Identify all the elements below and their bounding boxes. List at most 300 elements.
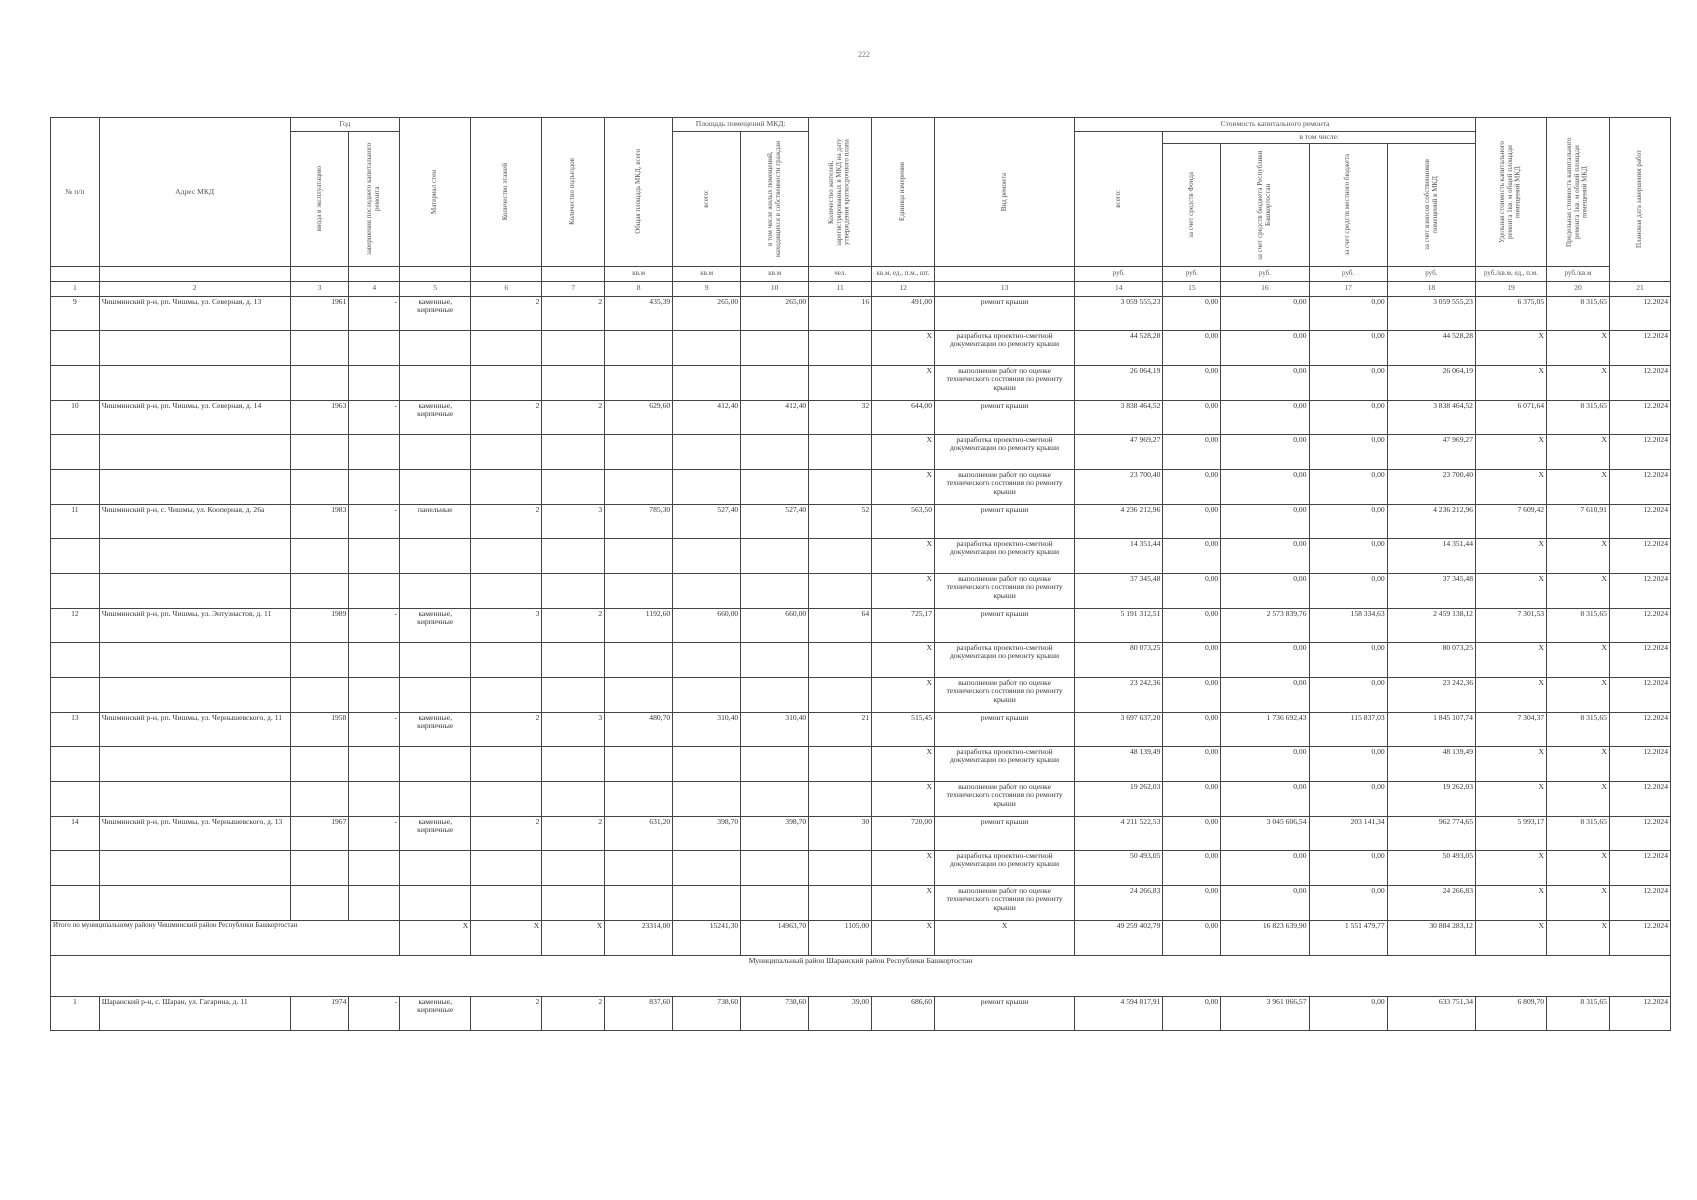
col-number: 10 <box>741 281 809 296</box>
row-num <box>51 365 100 400</box>
row-date: 12.2024 <box>1609 434 1670 469</box>
row-max-cost: X <box>1547 365 1610 400</box>
row-cost-republic: 2 573 839,76 <box>1221 608 1309 642</box>
table-row <box>51 504 1671 538</box>
row-cost-local: 0,00 <box>1309 885 1387 920</box>
row-max-cost: X <box>1547 850 1610 885</box>
header-floors: Количество этажей <box>471 118 542 267</box>
row-premises-owned: 310,40 <box>741 712 809 746</box>
header-cost-owners: за счет взносов собственников помещений в МКД <box>1387 143 1475 266</box>
row-cost-republic: 0,00 <box>1221 885 1309 920</box>
row-max-cost: X <box>1547 573 1610 608</box>
row-address <box>99 573 290 608</box>
total-cell: X <box>542 920 605 955</box>
row-area <box>605 642 673 677</box>
unit-c18: руб. <box>1387 266 1475 281</box>
row-max-cost: X <box>1547 642 1610 677</box>
row-premises: 738,60 <box>673 996 741 1030</box>
row-num: 14 <box>51 816 100 850</box>
row-date: 12.2024 <box>1609 816 1670 850</box>
row-entrances: 2 <box>542 608 605 642</box>
row-cost-local: 203 141,34 <box>1309 816 1387 850</box>
row-unit-val: 491,00 <box>872 296 935 330</box>
row-year <box>290 850 349 885</box>
row-entrances <box>542 573 605 608</box>
row-residents: 39,00 <box>809 996 872 1030</box>
row-year <box>290 469 349 504</box>
row-premises-owned <box>741 850 809 885</box>
row-max-cost: X <box>1547 434 1610 469</box>
row-work-type: разработка проектно-сметной документации по ремонту крыши <box>935 538 1075 573</box>
header-work-type: Вид ремонта <box>935 118 1075 267</box>
row-unit-cost: X <box>1475 885 1546 920</box>
total-republic: 16 823 639,90 <box>1221 920 1309 955</box>
row-area: 480,70 <box>605 712 673 746</box>
row-cost-total: 47 969,27 <box>1075 434 1163 469</box>
unit-c17: руб. <box>1309 266 1387 281</box>
row-material <box>400 434 471 469</box>
row-residents <box>809 330 872 365</box>
row-material: каменные, кирпичные <box>400 816 471 850</box>
row-address: Чишминский р-н, рп. Чишмы, ул. Северная, д. 13 <box>99 296 290 330</box>
row-premises-owned: 265,00 <box>741 296 809 330</box>
row-cost-republic: 0,00 <box>1221 330 1309 365</box>
unit-c9: кв.м <box>673 266 741 281</box>
row-floors <box>471 850 542 885</box>
row-premises <box>673 434 741 469</box>
table-subrow <box>51 538 1671 573</box>
row-address <box>99 434 290 469</box>
row-unit-val: 515,45 <box>872 712 935 746</box>
row-cost-owners: 48 139,49 <box>1387 746 1475 781</box>
unit-c14: руб. <box>1075 266 1163 281</box>
row-residents: 32 <box>809 400 872 434</box>
row-cost-local: 0,00 <box>1309 573 1387 608</box>
row-floors: 2 <box>471 816 542 850</box>
row-repair-year <box>349 538 400 573</box>
row-area <box>605 885 673 920</box>
row-cost-local: 0,00 <box>1309 746 1387 781</box>
header-year-group: Год <box>290 118 400 132</box>
row-num: 11 <box>51 504 100 538</box>
row-unit-val: X <box>872 434 935 469</box>
total-max-cost: X <box>1547 920 1610 955</box>
row-address <box>99 781 290 816</box>
row-premises <box>673 746 741 781</box>
row-max-cost: 8 315,65 <box>1547 400 1610 434</box>
row-unit-val: 563,50 <box>872 504 935 538</box>
row-premises-owned <box>741 538 809 573</box>
row-year: 1961 <box>290 296 349 330</box>
row-year <box>290 573 349 608</box>
row-unit-val: X <box>872 330 935 365</box>
row-address <box>99 365 290 400</box>
row-area <box>605 746 673 781</box>
row-cost-fund: 0,00 <box>1163 434 1221 469</box>
row-address <box>99 746 290 781</box>
row-cost-fund: 0,00 <box>1163 330 1221 365</box>
row-cost-total: 14 351,44 <box>1075 538 1163 573</box>
col-number: 2 <box>99 281 290 296</box>
row-cost-fund: 0,00 <box>1163 996 1221 1030</box>
row-floors <box>471 781 542 816</box>
row-max-cost: 7 610,91 <box>1547 504 1610 538</box>
unit-c10: кв.м <box>741 266 809 281</box>
row-premises-owned <box>741 642 809 677</box>
row-address <box>99 538 290 573</box>
col-number: 9 <box>673 281 741 296</box>
row-num <box>51 573 100 608</box>
row-repair-year: - <box>349 400 400 434</box>
row-num: 9 <box>51 296 100 330</box>
row-cost-total: 37 345,48 <box>1075 573 1163 608</box>
total-type: X <box>935 920 1075 955</box>
table-row <box>51 400 1671 434</box>
row-material <box>400 677 471 712</box>
row-date: 12.2024 <box>1609 608 1670 642</box>
row-work-type: выполнение работ по оценке технического состояния по ремонту крыши <box>935 677 1075 712</box>
row-floors <box>471 538 542 573</box>
row-address <box>99 330 290 365</box>
row-residents: 52 <box>809 504 872 538</box>
row-cost-total: 23 700,40 <box>1075 469 1163 504</box>
row-premises-owned <box>741 781 809 816</box>
row-year: 1963 <box>290 400 349 434</box>
row-unit-cost: 5 993,17 <box>1475 816 1546 850</box>
row-year <box>290 746 349 781</box>
total-fund: 0,00 <box>1163 920 1221 955</box>
total-cell: X <box>471 920 542 955</box>
row-date: 12.2024 <box>1609 781 1670 816</box>
row-num <box>51 781 100 816</box>
row-repair-year <box>349 850 400 885</box>
row-residents: 16 <box>809 296 872 330</box>
row-cost-local: 0,00 <box>1309 538 1387 573</box>
row-material <box>400 746 471 781</box>
unit-c16: руб. <box>1221 266 1309 281</box>
row-cost-republic: 0,00 <box>1221 400 1309 434</box>
row-floors <box>471 573 542 608</box>
row-cost-total: 23 242,36 <box>1075 677 1163 712</box>
row-cost-fund: 0,00 <box>1163 677 1221 712</box>
row-cost-total: 50 493,05 <box>1075 850 1163 885</box>
row-cost-total: 19 262,03 <box>1075 781 1163 816</box>
row-material <box>400 538 471 573</box>
row-unit-cost: X <box>1475 469 1546 504</box>
row-cost-total: 24 266,83 <box>1075 885 1163 920</box>
row-residents <box>809 642 872 677</box>
row-material: каменные, кирпичные <box>400 712 471 746</box>
header-planned-date: Плановая дата завершения работ <box>1609 118 1670 282</box>
row-date: 12.2024 <box>1609 885 1670 920</box>
row-work-type: разработка проектно-сметной документации по ремонту крыши <box>935 746 1075 781</box>
row-residents <box>809 434 872 469</box>
row-material: каменные, кирпичные <box>400 608 471 642</box>
row-premises-owned <box>741 365 809 400</box>
row-cost-local: 115 837,03 <box>1309 712 1387 746</box>
unit-c19: руб./кв.м, ед., п.м. <box>1475 266 1546 281</box>
row-cost-fund: 0,00 <box>1163 781 1221 816</box>
header-cost-including: в том числе: <box>1163 132 1476 144</box>
row-area: 1192,60 <box>605 608 673 642</box>
total-unit-cost: X <box>1475 920 1546 955</box>
row-unit-cost: X <box>1475 573 1546 608</box>
row-cost-fund: 0,00 <box>1163 538 1221 573</box>
row-cost-fund: 0,00 <box>1163 816 1221 850</box>
row-max-cost: X <box>1547 746 1610 781</box>
column-numbers-row <box>51 281 1671 296</box>
row-cost-republic: 3 045 606,54 <box>1221 816 1309 850</box>
row-cost-republic: 0,00 <box>1221 365 1309 400</box>
row-cost-local: 0,00 <box>1309 330 1387 365</box>
row-cost-total: 4 594 817,91 <box>1075 996 1163 1030</box>
row-cost-local: 0,00 <box>1309 850 1387 885</box>
row-entrances: 2 <box>542 996 605 1030</box>
row-cost-local: 0,00 <box>1309 504 1387 538</box>
row-premises-owned <box>741 746 809 781</box>
row-cost-republic: 0,00 <box>1221 781 1309 816</box>
row-premises <box>673 330 741 365</box>
row-date: 12.2024 <box>1609 642 1670 677</box>
row-work-type: ремонт крыши <box>935 816 1075 850</box>
table-subrow <box>51 330 1671 365</box>
row-year <box>290 677 349 712</box>
row-premises: 310,40 <box>673 712 741 746</box>
row-unit-val: X <box>872 781 935 816</box>
capital-repair-table <box>50 117 1671 1031</box>
row-premises-owned <box>741 330 809 365</box>
row-address: Шаранский р-н, с. Шаран, ул. Гагарина, д. 11 <box>99 996 290 1030</box>
header-cost-group: Стоимость капитального ремонта <box>1075 118 1476 132</box>
row-cost-republic: 0,00 <box>1221 296 1309 330</box>
row-date: 12.2024 <box>1609 573 1670 608</box>
row-cost-local: 0,00 <box>1309 642 1387 677</box>
row-unit-val: X <box>872 365 935 400</box>
row-cost-total: 48 139,49 <box>1075 746 1163 781</box>
header-cost-republic: за счет средств бюджета Республики Башкортостан <box>1221 143 1309 266</box>
table-subrow <box>51 469 1671 504</box>
col-number: 12 <box>872 281 935 296</box>
row-repair-year <box>349 642 400 677</box>
row-cost-fund: 0,00 <box>1163 885 1221 920</box>
row-cost-local: 0,00 <box>1309 677 1387 712</box>
header-num: № п/п <box>51 118 100 267</box>
row-unit-cost: X <box>1475 677 1546 712</box>
col-number: 18 <box>1387 281 1475 296</box>
row-max-cost: X <box>1547 885 1610 920</box>
row-work-type: разработка проектно-сметной документации по ремонту крыши <box>935 642 1075 677</box>
row-material <box>400 469 471 504</box>
row-repair-year <box>349 885 400 920</box>
row-year <box>290 434 349 469</box>
row-repair-year <box>349 330 400 365</box>
row-work-type: ремонт крыши <box>935 504 1075 538</box>
row-repair-year <box>349 573 400 608</box>
row-premises: 660,00 <box>673 608 741 642</box>
row-entrances <box>542 434 605 469</box>
row-repair-year: - <box>349 996 400 1030</box>
row-year <box>290 330 349 365</box>
col-number: 17 <box>1309 281 1387 296</box>
header-premises-total: всего: <box>673 132 741 267</box>
row-premises <box>673 365 741 400</box>
row-work-type: ремонт крыши <box>935 712 1075 746</box>
row-premises <box>673 469 741 504</box>
row-entrances <box>542 469 605 504</box>
row-cost-fund: 0,00 <box>1163 296 1221 330</box>
row-max-cost: 8 315,65 <box>1547 712 1610 746</box>
total-unit-val: X <box>872 920 935 955</box>
row-cost-total: 4 236 212,96 <box>1075 504 1163 538</box>
header-unit: Единица измерения <box>872 118 935 267</box>
row-num <box>51 850 100 885</box>
row-year: 1958 <box>290 712 349 746</box>
row-cost-owners: 44 528,28 <box>1387 330 1475 365</box>
row-entrances <box>542 885 605 920</box>
row-cost-local: 0,00 <box>1309 996 1387 1030</box>
row-unit-val: 644,00 <box>872 400 935 434</box>
row-cost-owners: 23 700,40 <box>1387 469 1475 504</box>
row-unit-cost: X <box>1475 330 1546 365</box>
row-area <box>605 538 673 573</box>
row-cost-fund: 0,00 <box>1163 746 1221 781</box>
row-unit-cost: 7 609,42 <box>1475 504 1546 538</box>
row-repair-year: - <box>349 296 400 330</box>
row-cost-republic: 0,00 <box>1221 746 1309 781</box>
row-cost-local: 0,00 <box>1309 434 1387 469</box>
row-cost-republic: 0,00 <box>1221 642 1309 677</box>
row-unit-val: 720,00 <box>872 816 935 850</box>
row-num <box>51 434 100 469</box>
row-premises <box>673 573 741 608</box>
row-cost-republic: 0,00 <box>1221 850 1309 885</box>
total-premises-owned: 14963,70 <box>741 920 809 955</box>
row-cost-fund: 0,00 <box>1163 573 1221 608</box>
row-cost-republic: 0,00 <box>1221 434 1309 469</box>
row-work-type: выполнение работ по оценке технического состояния по ремонту крыши <box>935 573 1075 608</box>
row-entrances <box>542 746 605 781</box>
row-unit-cost: 6 071,64 <box>1475 400 1546 434</box>
row-premises: 398,70 <box>673 816 741 850</box>
row-date: 12.2024 <box>1609 469 1670 504</box>
row-area <box>605 677 673 712</box>
table-subrow <box>51 746 1671 781</box>
row-cost-total: 26 064,19 <box>1075 365 1163 400</box>
row-work-type: ремонт крыши <box>935 608 1075 642</box>
row-max-cost: X <box>1547 538 1610 573</box>
row-cost-owners: 47 969,27 <box>1387 434 1475 469</box>
row-floors <box>471 330 542 365</box>
table-subrow <box>51 573 1671 608</box>
row-floors: 2 <box>471 504 542 538</box>
row-cost-fund: 0,00 <box>1163 469 1221 504</box>
row-unit-val: X <box>872 677 935 712</box>
row-entrances <box>542 330 605 365</box>
row-floors <box>471 746 542 781</box>
row-premises <box>673 538 741 573</box>
row-cost-owners: 50 493,05 <box>1387 850 1475 885</box>
row-premises <box>673 850 741 885</box>
table-subrow <box>51 850 1671 885</box>
row-max-cost: 8 315,65 <box>1547 296 1610 330</box>
row-area <box>605 365 673 400</box>
table-row <box>51 712 1671 746</box>
row-residents: 64 <box>809 608 872 642</box>
row-cost-local: 0,00 <box>1309 781 1387 816</box>
col-number: 6 <box>471 281 542 296</box>
row-work-type: выполнение работ по оценке технического состояния по ремонту крыши <box>935 781 1075 816</box>
row-num: 12 <box>51 608 100 642</box>
row-area <box>605 469 673 504</box>
row-premises-owned: 527,40 <box>741 504 809 538</box>
row-year: 1989 <box>290 608 349 642</box>
row-unit-val: X <box>872 573 935 608</box>
row-cost-fund: 0,00 <box>1163 712 1221 746</box>
row-repair-year <box>349 781 400 816</box>
row-residents <box>809 469 872 504</box>
row-work-type: разработка проектно-сметной документации по ремонту крыши <box>935 330 1075 365</box>
row-floors: 2 <box>471 400 542 434</box>
row-address: Чишминский р-н, рп. Чишмы, ул. Энтузиастов, д. 11 <box>99 608 290 642</box>
total-cost: 49 259 402,79 <box>1075 920 1163 955</box>
row-cost-owners: 4 236 212,96 <box>1387 504 1475 538</box>
row-entrances <box>542 538 605 573</box>
row-area: 785,30 <box>605 504 673 538</box>
row-premises-owned <box>741 469 809 504</box>
header-year-last-repair: завершения последнего капитального ремонта <box>349 132 400 267</box>
row-year <box>290 642 349 677</box>
row-residents <box>809 850 872 885</box>
row-floors <box>471 885 542 920</box>
table-subrow <box>51 434 1671 469</box>
row-cost-republic: 0,00 <box>1221 469 1309 504</box>
col-number: 15 <box>1163 281 1221 296</box>
header-residents: Количество жителей, зарегистрированных в МКД на дату утверждения краткосрочного плана <box>809 118 872 267</box>
table-body <box>51 296 1671 1030</box>
total-premises: 15241,30 <box>673 920 741 955</box>
row-cost-owners: 14 351,44 <box>1387 538 1475 573</box>
row-unit-cost: X <box>1475 781 1546 816</box>
row-repair-year <box>349 434 400 469</box>
row-cost-owners: 37 345,48 <box>1387 573 1475 608</box>
row-address <box>99 850 290 885</box>
unit-c12: кв.м, ед., п.м., шт. <box>872 266 935 281</box>
row-floors <box>471 469 542 504</box>
row-year: 1983 <box>290 504 349 538</box>
header-max-cost: Предельная стоимость капитального ремонта 1кв. м общей площади помещений МКД <box>1547 118 1610 267</box>
row-address: Чишминский р-н, с. Чишмы, ул. Кооперная, д. 26а <box>99 504 290 538</box>
row-cost-fund: 0,00 <box>1163 642 1221 677</box>
row-premises <box>673 642 741 677</box>
row-date: 12.2024 <box>1609 712 1670 746</box>
row-cost-republic: 0,00 <box>1221 538 1309 573</box>
row-unit-cost: 7 304,37 <box>1475 712 1546 746</box>
row-premises-owned: 398,70 <box>741 816 809 850</box>
row-unit-cost: 6 809,70 <box>1475 996 1546 1030</box>
row-material <box>400 642 471 677</box>
row-num <box>51 538 100 573</box>
row-repair-year: - <box>349 816 400 850</box>
row-premises-owned: 660,00 <box>741 608 809 642</box>
row-address <box>99 885 290 920</box>
row-date: 12.2024 <box>1609 504 1670 538</box>
row-entrances <box>542 365 605 400</box>
col-number: 21 <box>1609 281 1670 296</box>
row-cost-fund: 0,00 <box>1163 365 1221 400</box>
table-subrow <box>51 677 1671 712</box>
row-repair-year <box>349 677 400 712</box>
row-floors: 2 <box>471 712 542 746</box>
